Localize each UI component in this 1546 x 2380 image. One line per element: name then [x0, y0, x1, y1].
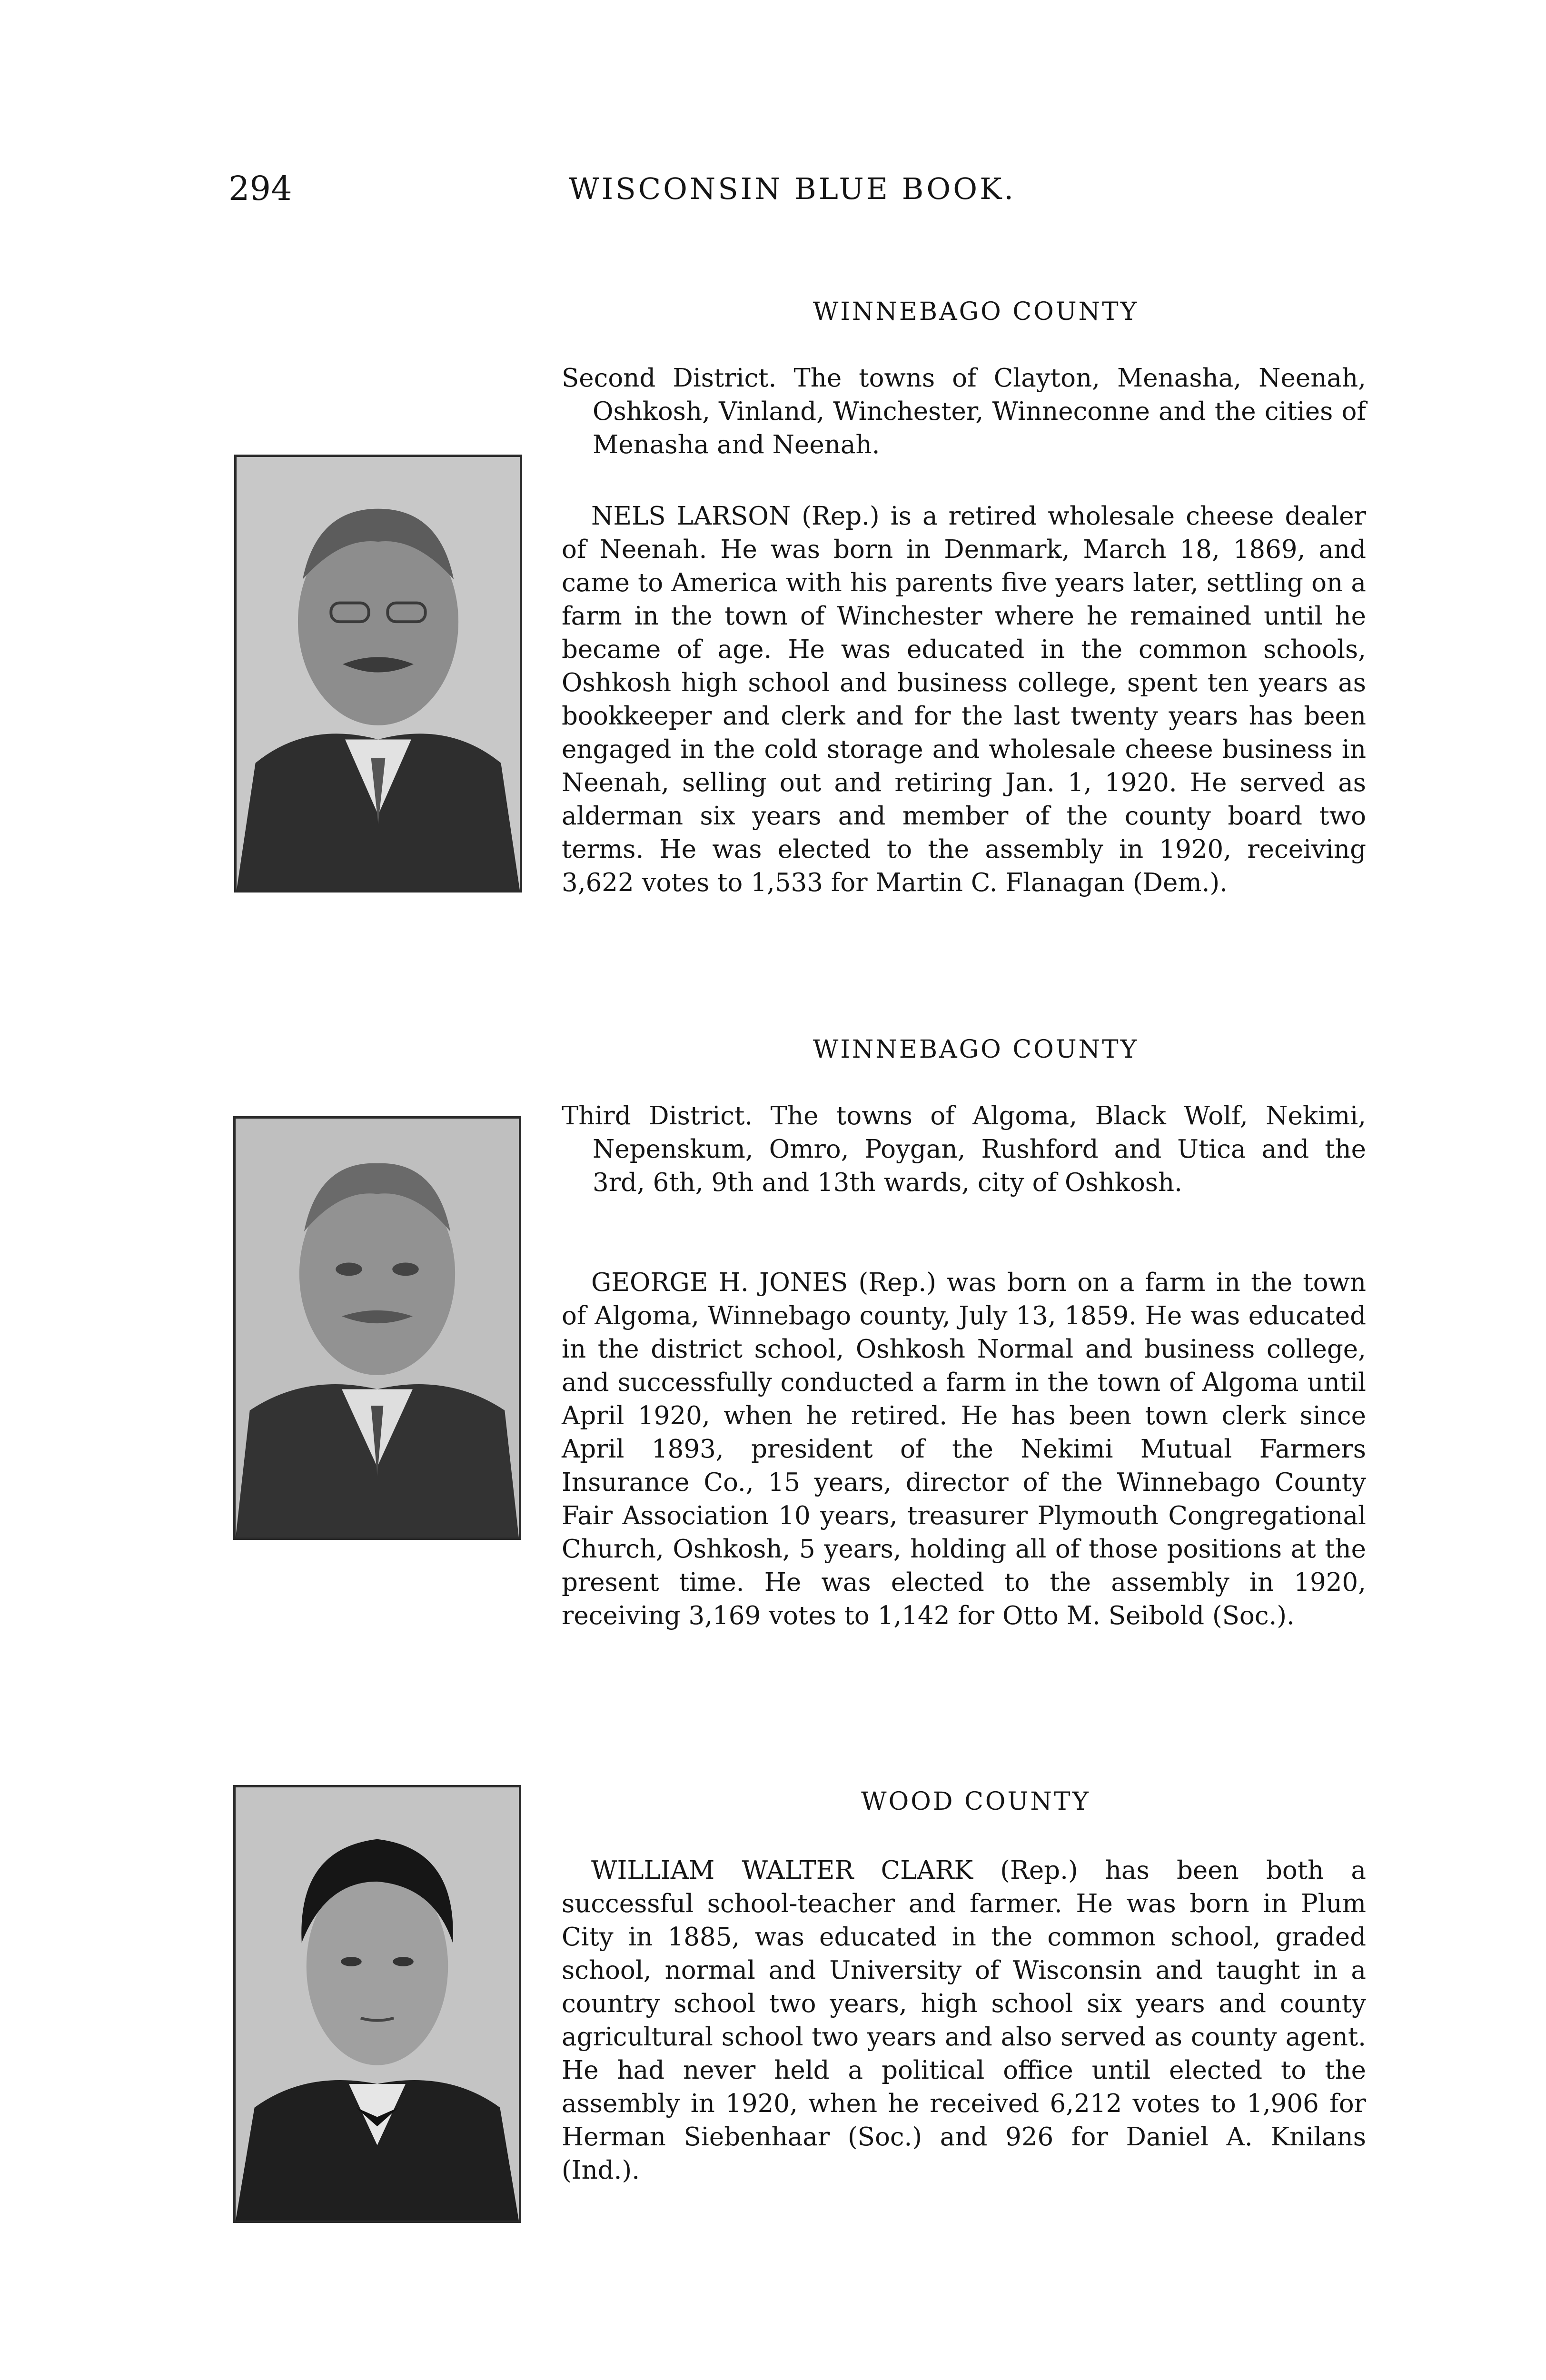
portrait-photo [233, 1785, 521, 2223]
county-heading: WOOD COUNTY [861, 1787, 1090, 1816]
county-heading: WINNEBAGO COUNTY [813, 1035, 1139, 1064]
county-heading: WINNEBAGO COUNTY [813, 298, 1139, 326]
district-description: Third District. The towns of Algoma, Black Wolf, Nekimi, Nepenskum, Omro, Poygan, Rushford and Utica and the 3rd, 6th, 9th and 13th wards, city of Oshkosh. [562, 1101, 1366, 1197]
page-number: 294 [228, 169, 292, 208]
portrait-photo [233, 1116, 521, 1540]
portrait-photo [234, 455, 522, 892]
biography-text: WILLIAM WALTER CLARK (Rep.) has been both a successful school-teacher and farmer. He was born in Plum City in 1885, was educated in the common school, graded school, normal and University of Wisconsin and taught in a country school two years, high school six years and county agricultural school two years and also served as county agent. He had never held a political office until elected to the assembly in 1920, when he received 6,212 votes to 1,906 for Herman Siebenhaar (Soc.) and 926 for Daniel A. Knilans (Ind.). [562, 1856, 1366, 2185]
biography-text: GEORGE H. JONES (Rep.) was born on a farm in the town of Algoma, Winnebago county, July 13, 1859. He was educated in the district school, Oshkosh Normal and business college, and successfully conducted a farm in the town of Algoma until April 1920, when he retired. He has been town clerk since April 1893, president of the Nekimi Mutual Farmers Insurance Co., 15 years, director of the Winnebago County Fair Association 10 years, treasurer Plymouth Congregational Church, Oshkosh, 5 years, holding all of those positions at the present time. He was elected to the assembly in 1920, receiving 3,169 votes to 1,142 for Otto M. Seibold (Soc.). [562, 1268, 1366, 1630]
biography-text: NELS LARSON (Rep.) is a retired wholesale cheese dealer of Neenah. He was born in Denmark, March 18, 1869, and came to America with his parents five years later, settling on a farm in the town of Winchester where he remained until he became of age. He was educated in the common schools, Oshkosh high school and business college, spent ten years as bookkeeper and clerk and for the last twenty years has been engaged in the cold storage and wholesale cheese business in Neenah, selling out and retiring Jan. 1, 1920. He served as alderman six years and member of the county board two terms. He was elected to the assembly in 1920, receiving 3,622 votes to 1,533 for Martin C. Flanagan (Dem.). [562, 502, 1366, 897]
running-title: WISCONSIN BLUE BOOK. [569, 171, 1016, 206]
district-description: Second District. The towns of Clayton, Menasha, Neenah, Oshkosh, Vinland, Winchester, Winneconne and the cities of Menasha and Neenah. [562, 364, 1366, 459]
